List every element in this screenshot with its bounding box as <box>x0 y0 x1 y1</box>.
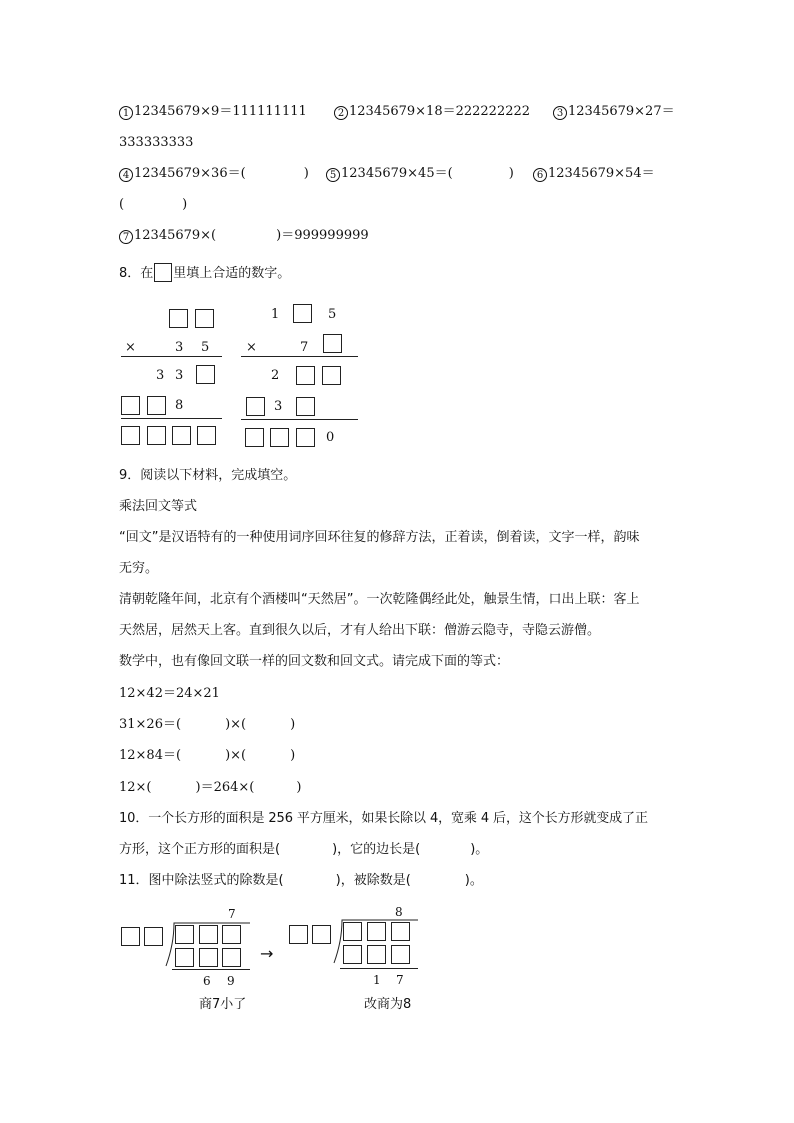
q7-item-4: 4 12345679×36＝( ) <box>119 166 309 182</box>
digit: 3 <box>274 399 283 414</box>
multiply-sign: × <box>246 340 257 355</box>
quotient-digit: 8 <box>395 905 403 919</box>
q7-item-2: 2 12345679×18＝222222222 <box>334 104 530 120</box>
q9-equation-1: 12×42＝24×21 <box>119 686 220 701</box>
q9-equation-4: 12×( )＝264×( ) <box>119 780 302 795</box>
q9-title: 9．阅读以下材料，完成填空。 <box>119 468 297 483</box>
digit-box[interactable] <box>323 334 342 353</box>
circled-number: 1 <box>119 106 133 120</box>
divider-line <box>241 356 358 357</box>
right-caption: 改商为8 <box>364 997 412 1012</box>
q9-paragraph-1-line-2: 无穷。 <box>119 561 159 576</box>
remainder-digit: 6 <box>203 974 211 988</box>
product-box[interactable] <box>391 945 410 964</box>
q7-item-3-continued: 333333333 <box>119 135 194 150</box>
circled-number: 3 <box>553 106 567 120</box>
circled-number: 2 <box>334 106 348 120</box>
q7-item-5: 5 12345679×45＝( ) <box>326 166 514 182</box>
divisor-box[interactable] <box>144 927 163 946</box>
digit: 5 <box>328 307 337 322</box>
arrow-right-icon: → <box>260 944 274 963</box>
digit-box[interactable] <box>172 426 191 445</box>
q10-line-1: 10．一个长方形的面积是 256 平方厘米，如果长除以 4，宽乘 4 后，这个长方形就变成了正 <box>119 811 648 826</box>
dividend-box[interactable] <box>391 922 410 941</box>
q9-equation-3: 12×84＝( )×( ) <box>119 748 296 763</box>
q7-item-1: 1 12345679×9＝111111111 <box>119 104 307 120</box>
digit: 8 <box>175 398 184 413</box>
digit-box[interactable] <box>245 428 264 447</box>
digit: 7 <box>300 340 309 355</box>
digit: 0 <box>326 430 335 445</box>
q7-item-7: 7 12345679×( )＝999999999 <box>119 228 369 244</box>
q9-paragraph-2-line-2: 天然居，居然天上客。直到很久以后，才有人给出下联：僧游云隐寺，寺隐云游僧。 <box>119 623 601 638</box>
digit: 3 <box>156 368 165 383</box>
digit-box[interactable] <box>195 309 214 328</box>
dividend-box[interactable] <box>343 922 362 941</box>
digit-box[interactable] <box>246 397 265 416</box>
digit: 3 <box>175 340 184 355</box>
dividend-box[interactable] <box>222 925 241 944</box>
digit-box[interactable] <box>270 428 289 447</box>
digit: 2 <box>271 368 280 383</box>
digit-box[interactable] <box>293 304 312 323</box>
q11-title: 11．图中除法竖式的除数是( )，被除数是( )。 <box>119 873 483 888</box>
dividend-box[interactable] <box>175 925 194 944</box>
q7-item-6: 6 12345679×54＝ <box>533 166 655 182</box>
q9-paragraph-3: 数学中，也有像回文联一样的回文数和回文式。请完成下面的等式： <box>119 654 510 669</box>
q9-equation-2: 31×26＝( )×( ) <box>119 717 296 732</box>
divider-line <box>340 968 418 969</box>
divisor-box[interactable] <box>312 925 331 944</box>
remainder-digit: 9 <box>227 974 235 988</box>
circled-number: 7 <box>119 230 133 244</box>
digit: 1 <box>271 307 280 322</box>
digit-box[interactable] <box>197 426 216 445</box>
digit-box[interactable] <box>147 426 166 445</box>
circled-number: 6 <box>533 168 547 182</box>
dividend-box[interactable] <box>199 925 218 944</box>
quotient-digit: 7 <box>228 907 236 921</box>
product-box[interactable] <box>367 945 386 964</box>
q7-item-3: 3 12345679×27＝ <box>553 104 675 120</box>
digit-box[interactable] <box>147 396 166 415</box>
digit-box[interactable] <box>296 366 315 385</box>
product-box[interactable] <box>343 945 362 964</box>
q9-paragraph-2-line-1: 清朝乾隆年间，北京有个酒楼叫“天然居”。一次乾隆偶经此处，触景生情，口出上联：客上 <box>119 592 640 607</box>
digit-box[interactable] <box>121 396 140 415</box>
circled-number: 4 <box>119 168 133 182</box>
product-box[interactable] <box>199 948 218 967</box>
digit-box[interactable] <box>296 397 315 416</box>
q9-paragraph-1-line-1: “回文”是汉语特有的一种使用词序回环往复的修辞方法，正着读，倒着读，文字一样，韵味 <box>119 530 640 545</box>
product-box[interactable] <box>175 948 194 967</box>
digit: 5 <box>201 340 210 355</box>
divider-line <box>121 418 222 419</box>
dividend-box[interactable] <box>367 922 386 941</box>
blank-box-icon <box>154 263 172 282</box>
divisor-box[interactable] <box>121 927 140 946</box>
circled-number: 5 <box>326 168 340 182</box>
digit-box[interactable] <box>196 365 215 384</box>
divisor-box[interactable] <box>289 925 308 944</box>
q7-item-6-continued: ( ) <box>119 197 188 212</box>
q10-line-2: 方形，这个正方形的面积是( )，它的边长是( )。 <box>119 842 489 857</box>
digit-box[interactable] <box>169 309 188 328</box>
digit-box[interactable] <box>322 366 341 385</box>
digit-box[interactable] <box>121 426 140 445</box>
q8-title: 8．在 里填上合适的数字。 <box>119 263 290 284</box>
divider-line <box>241 419 358 420</box>
remainder-digit: 1 <box>373 973 381 987</box>
multiply-sign: × <box>125 340 136 355</box>
remainder-digit: 7 <box>396 973 404 987</box>
divider-line <box>121 356 222 357</box>
digit-box[interactable] <box>296 428 315 447</box>
divider-line <box>172 969 250 970</box>
left-caption: 商7小了 <box>199 997 247 1012</box>
q9-subtitle: 乘法回文等式 <box>119 499 198 514</box>
digit: 3 <box>175 368 184 383</box>
product-box[interactable] <box>222 948 241 967</box>
